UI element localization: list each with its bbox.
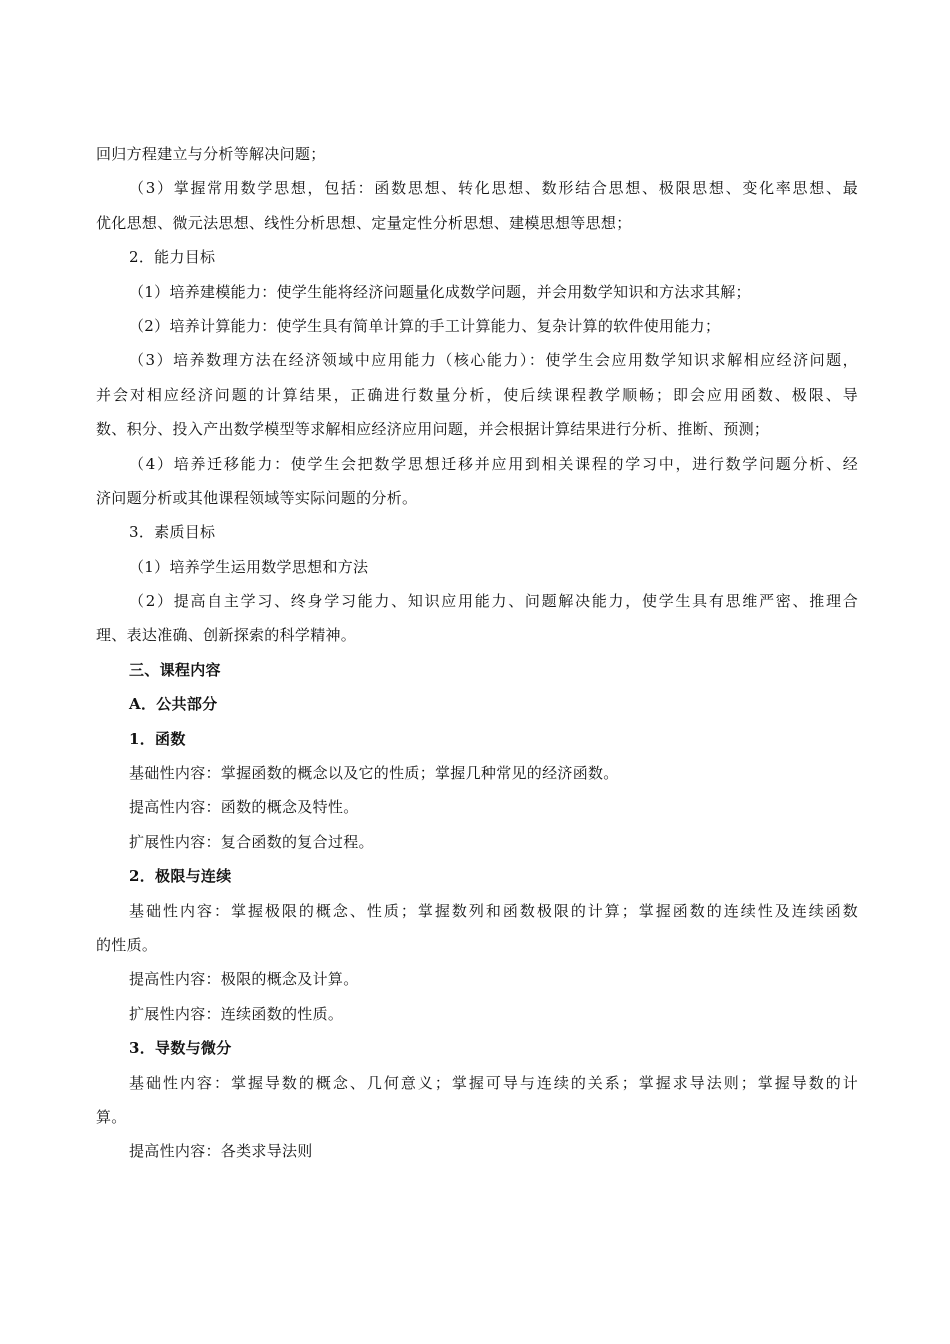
body-text-line: 基础性内容：掌握极限的概念、性质；掌握数列和函数极限的计算；掌握函数的连续性及连续函数	[129, 901, 858, 920]
body-text-line: （3）掌握常用数学思想，包括：函数思想、转化思想、数形结合思想、极限思想、变化率思想、最	[129, 179, 858, 198]
section-heading: 1．函数	[129, 729, 186, 748]
body-text-line: （2）培养计算能力：使学生具有简单计算的手工计算能力、复杂计算的软件使用能力；	[129, 316, 721, 335]
body-text-line: 2．能力目标	[129, 248, 216, 267]
body-text-line: 算。	[96, 1107, 127, 1126]
body-text-line: （3）培养数理方法在经济领域中应用能力（核心能力）：使学生会应用数学知识求解相应经济问题，	[129, 351, 858, 370]
section-heading: 3．导数与微分	[129, 1039, 232, 1058]
body-text-line: （2）提高自主学习、终身学习能力、知识应用能力、问题解决能力，使学生具有思维严密、推理合	[129, 592, 858, 611]
body-text-line: 并会对相应经济问题的计算结果，正确进行数量分析，使后续课程教学顺畅；即会应用函数、极限、导	[96, 385, 858, 404]
body-text-line: 提高性内容：极限的概念及计算。	[129, 970, 359, 989]
body-text-line: 扩展性内容：复合函数的复合过程。	[129, 832, 374, 851]
document-page	[96, 137, 858, 1169]
body-text-line: 提高性内容：函数的概念及特性。	[129, 798, 359, 817]
body-text-line: 数、积分、投入产出数学模型等求解相应经济应用问题，并会根据计算结果进行分析、推断、预测；	[96, 420, 770, 439]
body-text-line: 回归方程建立与分析等解决问题；	[96, 145, 326, 163]
section-heading: 三、课程内容	[129, 660, 221, 679]
section-heading: 2．极限与连续	[129, 867, 232, 886]
body-text-line: 济问题分析或其他课程领域等实际问题的分析。	[96, 488, 418, 507]
body-text-line: 提高性内容：各类求导法则	[129, 1142, 313, 1161]
body-text-line: 理、表达准确、创新探索的科学精神。	[96, 626, 357, 645]
body-text-line: 基础性内容：掌握导数的概念、几何意义；掌握可导与连续的关系；掌握求导法则；掌握导数的计	[129, 1073, 858, 1092]
body-text-line: （4）培养迁移能力：使学生会把数学思想迁移并应用到相关课程的学习中，进行数学问题分析、经	[129, 454, 858, 473]
body-text-line: 3．素质目标	[129, 523, 216, 542]
body-text-line: 基础性内容：掌握函数的概念以及它的性质；掌握几种常见的经济函数。	[129, 764, 619, 783]
body-text-line: （1）培养学生运用数学思想和方法	[129, 557, 369, 576]
body-text-line: 扩展性内容：连续函数的性质。	[129, 1004, 344, 1023]
section-heading: A．公共部分	[129, 695, 218, 714]
body-text-line: （1）培养建模能力：使学生能将经济问题量化成数学问题，并会用数学知识和方法求其解；	[129, 282, 751, 301]
body-text-line: 的性质。	[96, 935, 158, 954]
body-text-line: 优化思想、微元法思想、线性分析思想、定量定性分析思想、建模思想等思想；	[96, 213, 632, 232]
